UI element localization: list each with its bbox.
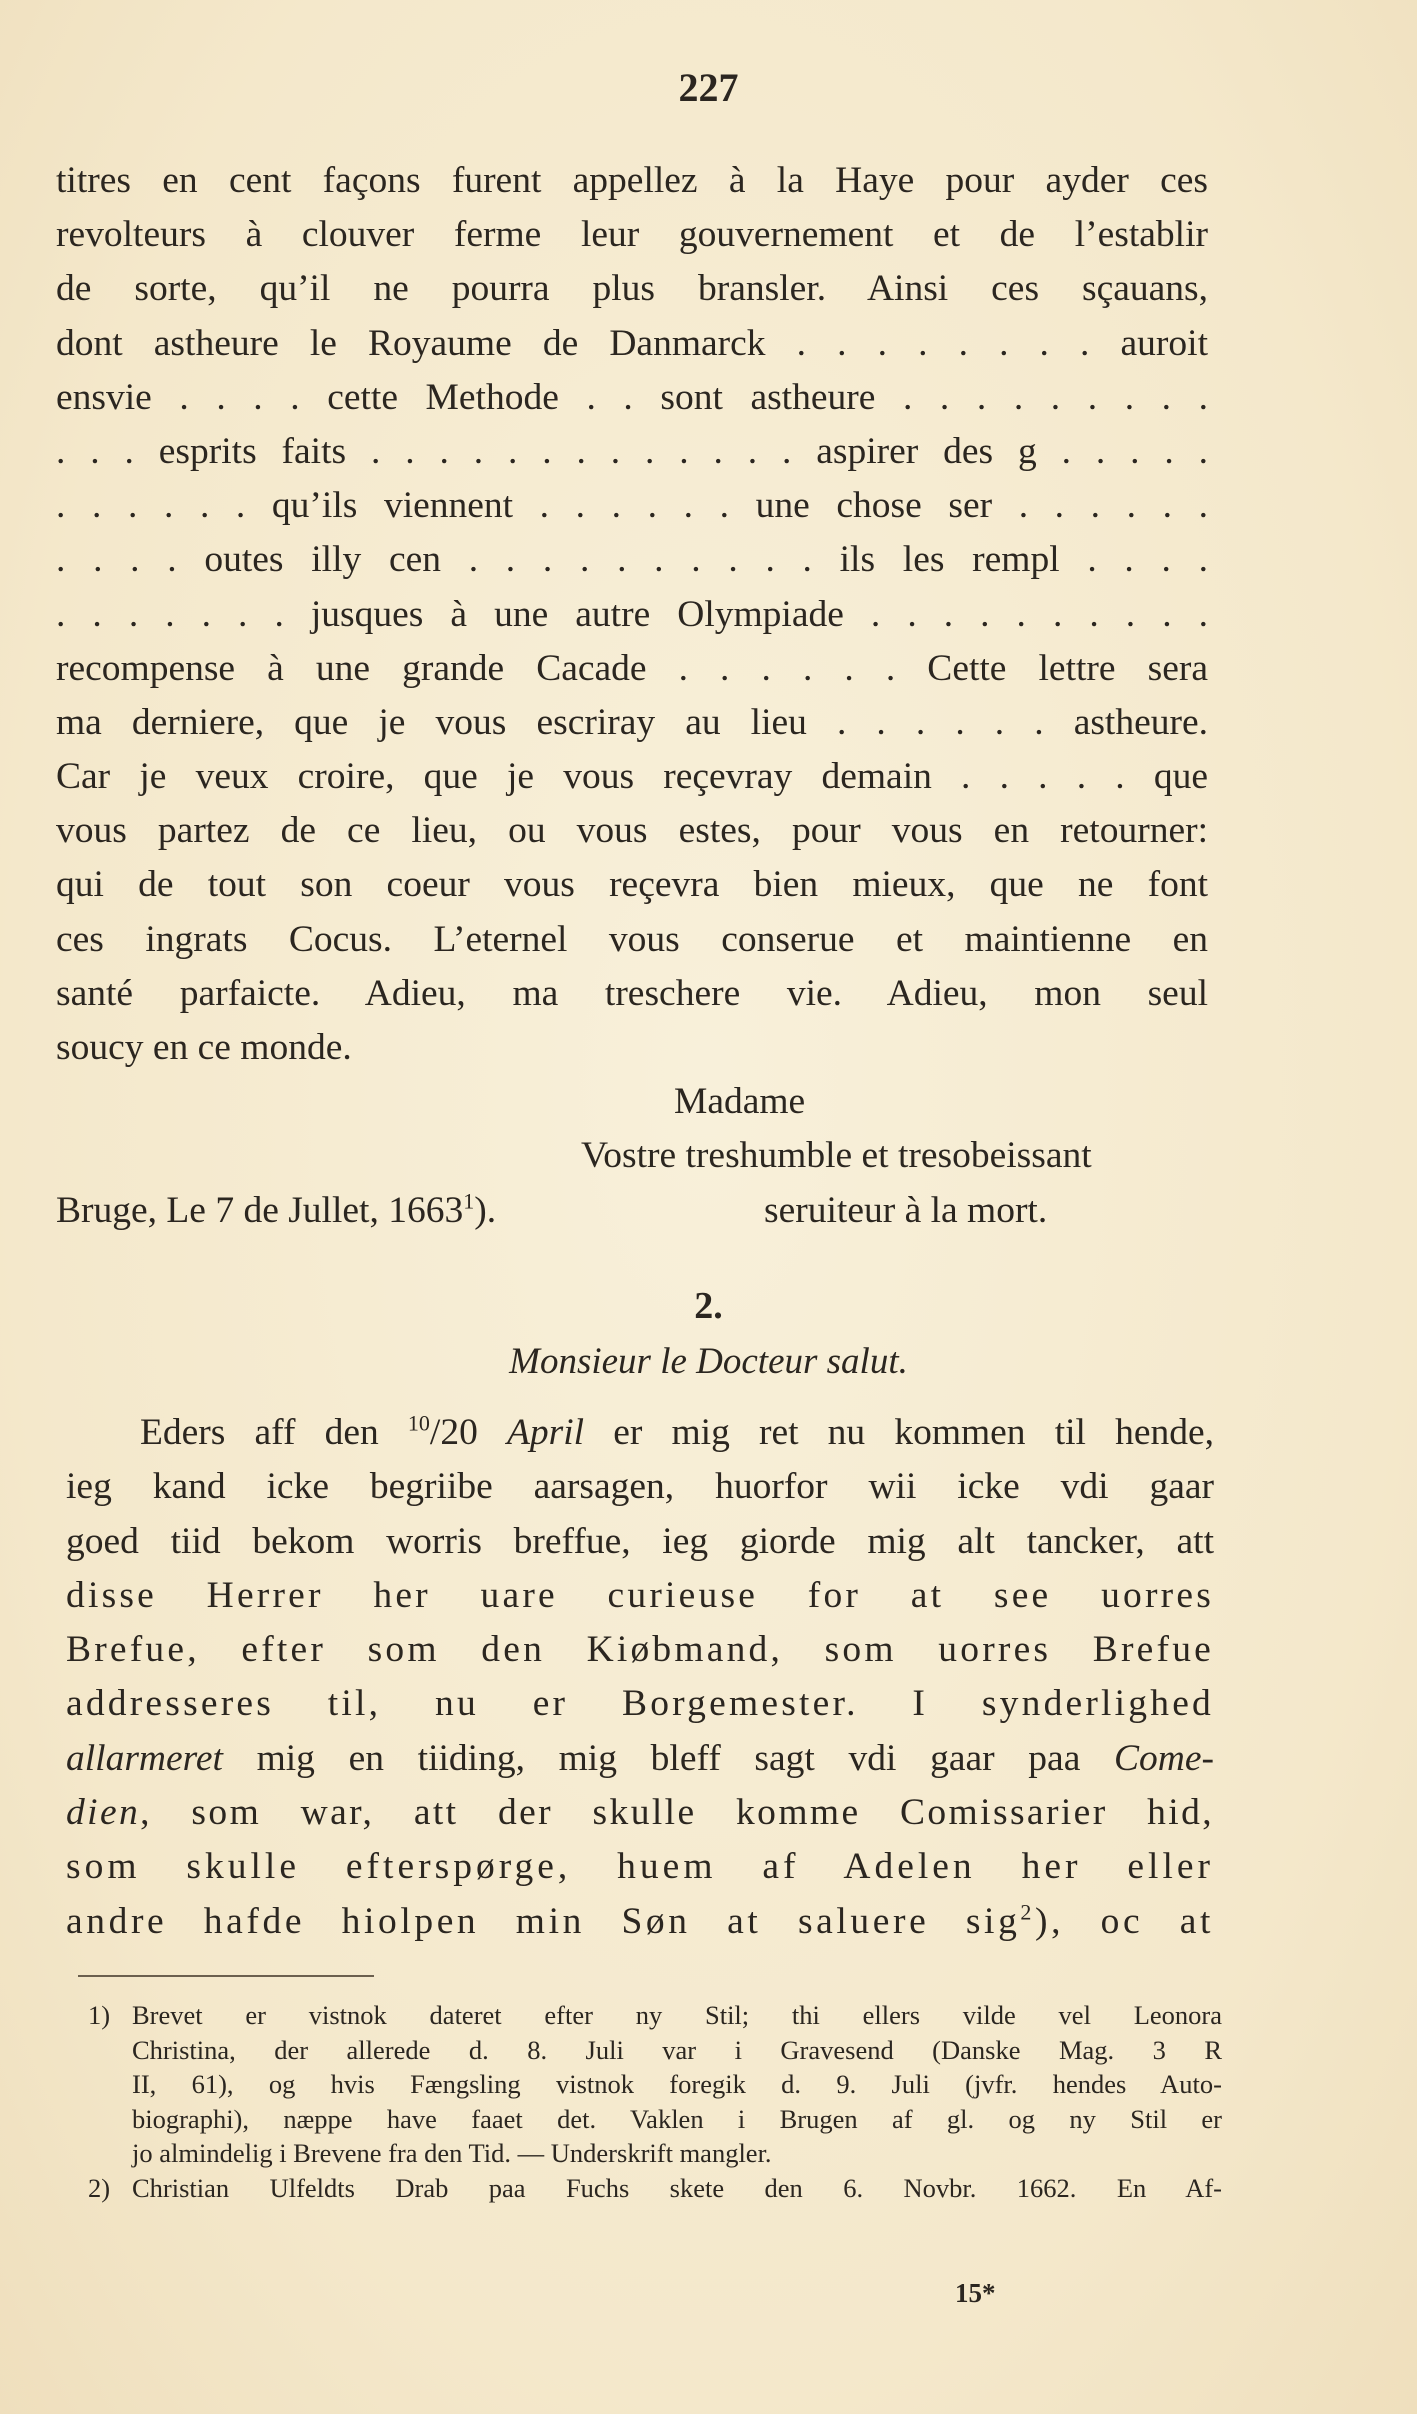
closing-madame: Madame	[674, 1081, 806, 1123]
footnote-1-line: II, 61), og hvis Fængsling vistnok foregik d. 9. Juli (jvfr. hendes Auto-	[132, 2069, 1222, 2099]
date-sup: 10	[407, 1410, 430, 1436]
footnote-ref-2: 2	[1020, 1899, 1036, 1925]
line-part: mig en tiiding, mig bleff sagt vdi gaar paa	[222, 1737, 1115, 1779]
line-part: Eders aff den	[140, 1412, 408, 1453]
footnote-2-line	[88, 2171, 1222, 2206]
salutation: Monsieur le Docteur salut.	[509, 1341, 908, 1382]
text-line: recompense à une grande Cacade . . . . . . Cette lettre sera	[56, 647, 1208, 689]
text-line	[66, 1895, 1214, 1949]
text-line: Brefue, efter som den Kiøbmand, som uorres Brefue	[66, 1629, 1214, 1671]
text-line: dont astheure le Royaume de Danmarck . . . . . . . . auroit	[56, 322, 1208, 364]
footnotes	[88, 1998, 1222, 2205]
text-line: ensvie . . . . cette Methode . . sont astheure . . . . . . . . .	[56, 376, 1208, 418]
place-date-end: ).	[474, 1189, 497, 1231]
text-line: ces ingrats Cocus. L’eternel vous conserue et maintienne en	[56, 918, 1208, 960]
footnote-text: Brevet er vistnok dateret efter ny Stil; thi ellers vilde vel Leonora	[132, 2000, 1222, 2030]
text-line-last: soucy en ce monde.	[56, 1027, 352, 1068]
line-part: andre hafde hiolpen min Søn at saluere sig	[66, 1900, 1021, 1942]
text-line: santé parfaicte. Adieu, ma treschere vie. Adieu, mon seul	[56, 972, 1208, 1014]
text-line: . . . esprits faits . . . . . . . . . . . . . aspirer des g . . . . .	[56, 430, 1208, 472]
line-part: ), oc at	[1035, 1900, 1215, 1942]
text-line: Car je veux croire, que je vous reçevray demain . . . . . que	[56, 756, 1208, 798]
line-part: er mig ret nu kommen til hende,	[584, 1412, 1215, 1453]
text-line: vous partez de ce lieu, ou vous estes, pour vous en retourner:	[56, 810, 1208, 852]
place-date	[56, 1184, 496, 1238]
text-line: qui de tout son coeur vous reçevra bien mieux, que ne font	[56, 864, 1208, 906]
text-line: . . . . . . . jusques à une autre Olympiade . . . . . . . . . .	[56, 593, 1208, 635]
text-line	[66, 1786, 1214, 1840]
text-line	[66, 1732, 1214, 1786]
text-line: addresseres til, nu er Borgemester. I synderlighed	[66, 1683, 1214, 1725]
place-date-text: Bruge, Le 7 de Jullet, 1663	[56, 1189, 464, 1231]
text-line: revolteurs à clouver ferme leur gouvernement et de l’establir	[56, 214, 1208, 256]
closing-servant: seruiteur à la mort.	[764, 1189, 1048, 1231]
footnote-ref-1: 1	[463, 1188, 475, 1214]
signature-mark: 15*	[955, 2278, 996, 2308]
page-number: 227	[678, 65, 739, 110]
footnote-1-mark: 1)	[88, 2000, 111, 2030]
footnote-text: Christian Ulfeldts Drab paa Fuchs skete den 6. Novbr. 1662. En Af-	[132, 2172, 1222, 2203]
footnote-1-line: Christina, der allerede d. 8. Juli var i Gravesend (Danske Mag. 3 R	[132, 2034, 1222, 2065]
text-line: de sorte, qu’il ne pourra plus bransler. Ainsi ces sçauans,	[56, 268, 1208, 310]
footnote-2-mark: 2)	[88, 2172, 111, 2203]
italic-word: dien	[66, 1792, 141, 1834]
footnote-1-line: biographi), næppe have faaet det. Vaklen i Brugen af gl. og ny Stil er	[132, 2103, 1222, 2134]
footnote-1-line: jo almindelig i Brevene fra den Tid. — Underskrift mangler.	[132, 2138, 772, 2168]
text-line: . . . . outes illy cen . . . . . . . . . . ils les rempl . . . .	[56, 539, 1208, 581]
letter-1-body	[56, 154, 1208, 1238]
italic-word: Come-	[1114, 1737, 1214, 1779]
section-number: 2.	[694, 1285, 723, 1327]
text-line: som skulle efterspørge, huem af Adelen her eller	[66, 1846, 1214, 1888]
text-line	[66, 1406, 1214, 1460]
closing-humble: Vostre treshumble et tresobeissant	[581, 1135, 1092, 1177]
text-line: ma derniere, que je vous escriray au lieu . . . . . . astheure.	[56, 701, 1208, 743]
text-line: ieg kand icke begriibe aarsagen, huorfor wii icke vdi gaar	[66, 1466, 1214, 1508]
letter-2-body	[66, 1406, 1214, 1949]
footnote-1-line	[88, 1998, 1222, 2033]
line-part: , som war, att der skulle komme Comissarier hid,	[140, 1792, 1214, 1834]
footnote-divider	[78, 1975, 374, 1977]
month-italic: April	[506, 1412, 585, 1453]
italic-word: allarmeret	[66, 1737, 223, 1779]
text-line: disse Herrer her uare curieuse for at see uorres	[66, 1574, 1214, 1616]
text-line: goed tiid bekom worris breffue, ieg giorde mig alt tancker, att	[66, 1520, 1214, 1562]
text-line: . . . . . . qu’ils viennent . . . . . . une chose ser . . . . . .	[56, 485, 1208, 527]
text-line: titres en cent façons furent appellez à la Haye pour ayder ces	[56, 160, 1208, 201]
closing-signature-line	[56, 1184, 1208, 1238]
line-part: /20	[429, 1412, 507, 1453]
